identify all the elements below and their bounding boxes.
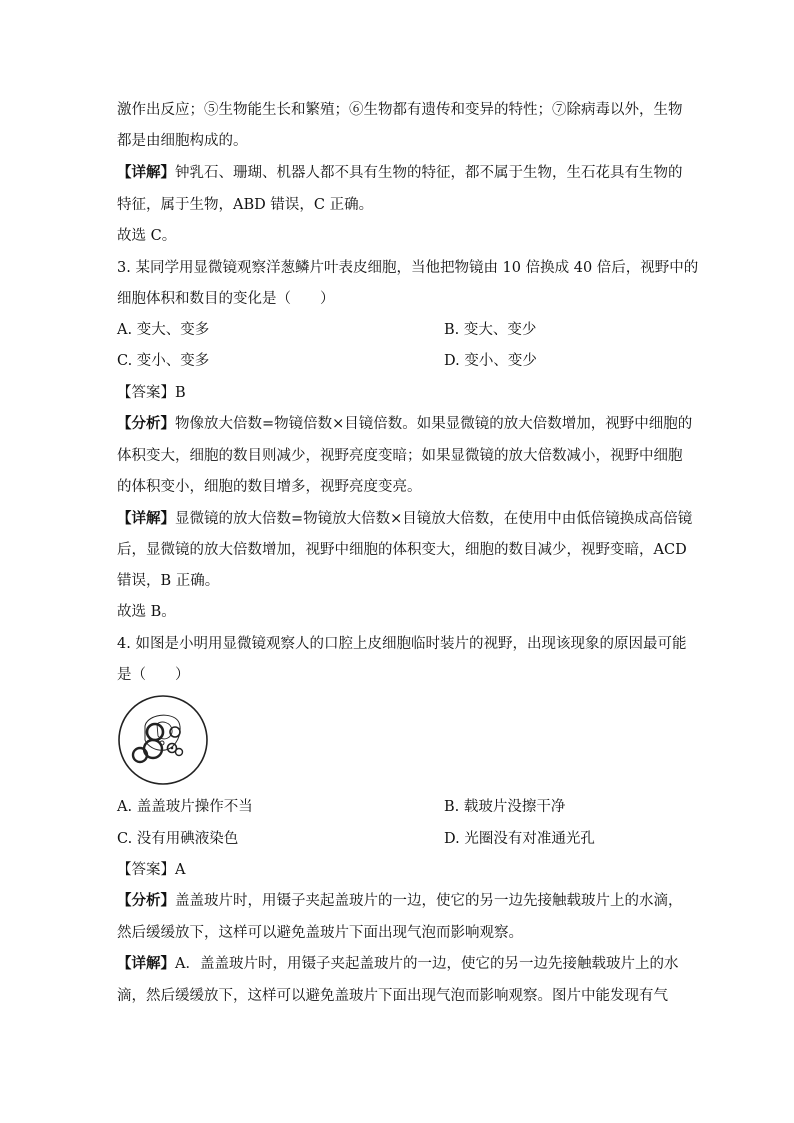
analysis-text: 物像放大倍数=物镜倍数×目镜倍数。如果显微镜的放大倍数增加，视野中细胞的: [175, 416, 693, 432]
text-line: 错误，B 正确。: [117, 573, 220, 589]
choice-line: 故选 C。: [117, 228, 177, 244]
q3-option-d: D. 变小、变少: [444, 353, 537, 369]
detail-text: A．盖盖玻片时，用镊子夹起盖玻片的一边，使它的另一边先接触载玻片上的水: [175, 956, 679, 972]
text-line: 然后缓缓放下，这样可以避免盖玻片下面出现气泡而影响观察。: [117, 925, 523, 941]
text-line: 都是由细胞构成的。: [117, 133, 248, 149]
q4-option-c: C. 没有用碘液染色: [117, 831, 239, 847]
q4-answer: 【答案】A: [117, 862, 186, 878]
detail-text: 钟乳石、珊瑚、机器人都不具有生物的特征，都不属于生物，生石花具有生物的: [175, 165, 683, 181]
q3-answer: 【答案】B: [117, 385, 186, 401]
question-4-stem: 4. 如图是小明用显微镜观察人的口腔上皮细胞临时装片的视野，出现该现象的原因最可能: [117, 636, 687, 652]
q3-option-c: C. 变小、变多: [117, 353, 210, 369]
q4-analysis-line: [117, 891, 683, 911]
question-4-stem-cont: 是（ ）: [117, 667, 190, 683]
text-line: 激作出反应；⑤生物能生长和繁殖；⑥生物都有遗传和变异的特性；⑦除病毒以外，生物: [117, 102, 683, 118]
q3-analysis-line: [117, 414, 692, 434]
detail-text: 显微镜的放大倍数=物镜放大倍数×目镜放大倍数，在使用中由低倍镜换成高倍镜: [175, 511, 693, 527]
detail-label: 【详解】: [117, 510, 175, 527]
detail-label: 【详解】: [117, 164, 175, 181]
text-line: 滴，然后缓缓放下，这样可以避免盖玻片下面出现气泡而影响观察。图片中能发现有气: [117, 988, 668, 1004]
q3-option-a: A. 变大、变多: [117, 322, 210, 338]
text-line: 的体积变小，细胞的数目增多，视野亮度变亮。: [117, 479, 422, 495]
text-line: 特征，属于生物，ABD 错误，C 正确。: [117, 197, 374, 213]
q4-detail-line: [117, 954, 678, 974]
analysis-label: 【分析】: [117, 892, 175, 909]
prev-detail-line: [117, 163, 683, 183]
q4-option-d: D. 光圈没有对准通光孔: [444, 831, 595, 847]
detail-label: 【详解】: [117, 955, 175, 972]
analysis-label: 【分析】: [117, 415, 175, 432]
microscope-view-with-bubbles: [117, 694, 209, 786]
q4-option-b: B. 载玻片没擦干净: [444, 799, 566, 815]
question-3-stem-cont: 细胞体积和数目的变化是（ ）: [117, 291, 335, 307]
choice-line: 故选 B。: [117, 604, 176, 620]
q4-option-a: A. 盖盖玻片操作不当: [117, 799, 253, 815]
analysis-text: 盖盖玻片时，用镊子夹起盖玻片的一边，使它的另一边先接触载玻片上的水滴，: [175, 893, 683, 909]
question-3-stem: 3. 某同学用显微镜观察洋葱鳞片叶表皮细胞，当他把物镜由 10 倍换成 40 倍后，视野中的: [117, 260, 699, 276]
text-line: 后，显微镜的放大倍数增加，视野中细胞的体积变大，细胞的数目减少，视野变暗，ACD: [117, 542, 687, 558]
q3-option-b: B. 变大、变少: [444, 322, 537, 338]
microscope-field-figure: [117, 694, 209, 790]
text-line: 体积变大，细胞的数目则减少，视野亮度变暗；如果显微镜的放大倍数减小，视野中细胞: [117, 448, 683, 464]
q3-detail-line: [117, 509, 692, 529]
